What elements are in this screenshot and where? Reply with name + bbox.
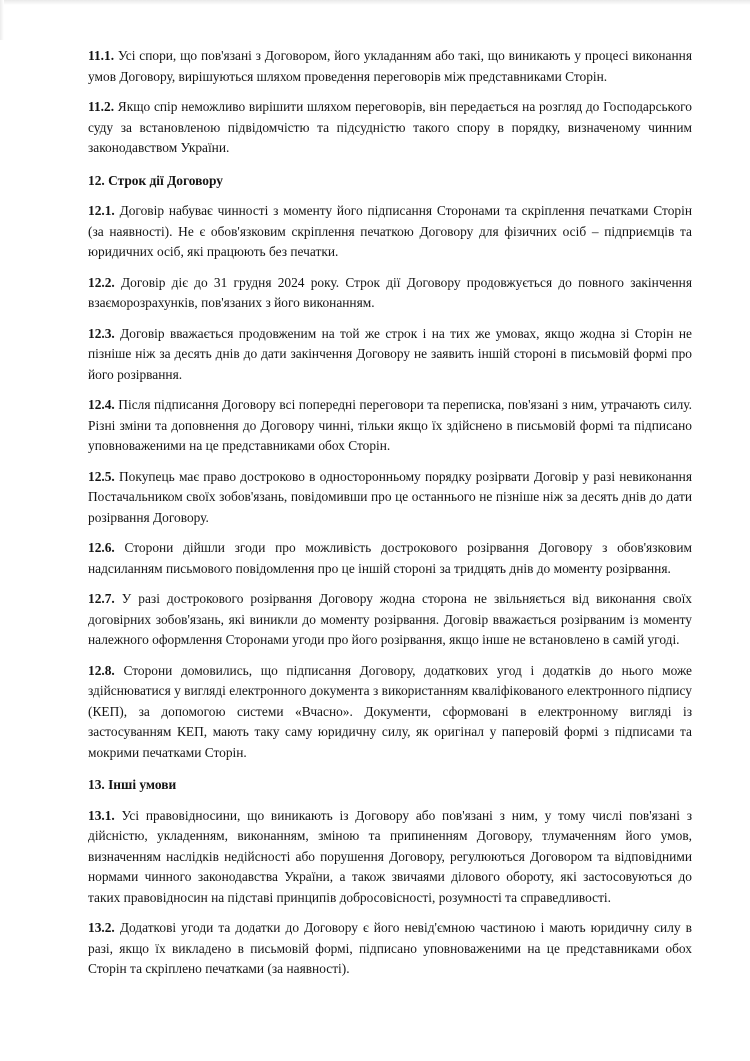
clause-text: Договір діє до 31 грудня 2024 року. Строк дії Договору продовжується до повного закінчення взаєморозрахунків, пов'язаних з його виконанням. — [88, 274, 692, 310]
section-heading-13: 13. Інші умови — [88, 777, 177, 792]
clause-number: 12.1. — [88, 203, 115, 218]
clause-12-6 — [88, 538, 692, 579]
page-top-edge — [0, 0, 750, 5]
clause-text: Якщо спір неможливо вирішити шляхом переговорів, він передається на розгляд до Господарського суду за встановленою підвідомчістю та підсудністю такого спору в порядку, визначеному чинним законодавством України. — [88, 99, 692, 155]
clause-number: 12.3. — [88, 325, 115, 341]
clause-11-1 — [88, 46, 692, 87]
clause-text: У разі дострокового розірвання Договору жодна сторона не звільняється від виконання своїх договірних зобов'язань, які виникли до моменту розірвання. Договір вважається розірваним із моменту належного оформлення Сторонами угоди про його розірвання, якщо інше не встановлено в самій угоді. — [88, 591, 692, 647]
clause-12-5 — [88, 467, 692, 529]
clause-12-7 — [88, 589, 692, 651]
section-heading-12: 12. Строк дії Договору — [88, 172, 223, 188]
clause-text: Додаткові угоди та додатки до Договору є його невід'ємною частиною і мають юридичну силу в разі, якщо їх викладено в письмовій формі, підписано уповноваженими на це представниками обох Сторін та скріплено печатками (за наявності). — [88, 920, 692, 976]
clause-number: 13.2. — [88, 920, 115, 935]
clause-13-1 — [88, 806, 692, 909]
clause-12-3 — [88, 324, 692, 386]
clause-text: Усі спори, що пов'язані з Договором, його укладанням або такі, що виникають у процесі виконання умов Договору, вирішуються шляхом проведення переговорів між представниками Сторін. — [88, 48, 692, 84]
clause-number: 12.2. — [88, 274, 115, 290]
clause-12-8 — [88, 661, 692, 764]
clause-13-2 — [88, 918, 692, 980]
clause-text: Сторони дійшли згоди про можливість дострокового розірвання Договору з обов'язковим надсиланням письмового повідомлення про це іншій стороні за тридцять днів до моменту розірвання. — [88, 540, 692, 576]
clause-text: Після підписання Договору всі попередні переговори та переписка, пов'язані з ним, утрачають силу. Різні зміни та доповнення до Договору чинні, тільки якщо їх здійснено в письмовій формі та підписано уповноваженими на це представниками обох Сторін. — [88, 397, 692, 453]
clause-text: Договір набуває чинності з моменту його підписання Сторонами та скріплення печатками Сторін (за наявності). Не є обов'язковим скріплення печаткою Договору для фізичних осіб – підприємців та юридичних осіб, які працюють без печатки. — [88, 203, 692, 259]
clause-12-2 — [88, 273, 692, 314]
clause-12-1 — [88, 201, 692, 263]
clause-text: Покупець має право достроково в односторонньому порядку розірвати Договір у разі невиконання Постачальником своїх зобов'язань, повідомивши про це останнього не пізніше ніж за десять днів до дати розірвання Договору. — [88, 468, 692, 525]
clause-number: 13.1. — [88, 807, 115, 823]
clause-number: 12.8. — [88, 662, 115, 678]
clause-number: 11.1. — [88, 48, 115, 63]
clause-number: 12.5. — [88, 468, 115, 484]
contract-body — [88, 46, 692, 980]
clause-number: 12.6. — [88, 540, 115, 555]
clause-text: Сторони домовились, що підписання Договору, додаткових угод і додатків до нього може здійснюватися у вигляді електронного документа з використанням кваліфікованого електронного підпису (КЕП), за допомогою системи «Вчасно». Документи, сформовані в електронному вигляді із застосуванням КЕП, мають таку саму юридичну силу, як оригінал у паперовій формі з підписами та мокрими печатками Сторін. — [88, 662, 692, 760]
page-left-edge — [0, 0, 4, 40]
clause-number: 11.2. — [88, 99, 115, 114]
clause-number: 12.7. — [88, 591, 115, 606]
clause-text: Договір вважається продовженим на той же строк і на тих же умовах, якщо жодна зі Сторін не пізніше ніж за десять днів до дати закінчення Договору не заявить іншій стороні в письмовій формі про його розірвання. — [88, 325, 693, 382]
clause-11-2 — [88, 97, 692, 159]
clause-text: Усі правовідносини, що виникають із Договору або пов'язані з ним, у тому числі пов'язані з дійсністю, укладенням, виконанням, зміною та припиненням Договору, тлумаченням його умов, визначенням наслідків недійсності або порушення Договору, регулюються Договором та відповідними нормами чинного законодавства України, а також звичаями ділового обороту, які застосовуються до таких правовідносин на підставі принципів добросовісності, розумності та справедливості. — [88, 807, 692, 905]
clause-12-4 — [88, 395, 692, 457]
clause-number: 12.4. — [88, 397, 115, 412]
